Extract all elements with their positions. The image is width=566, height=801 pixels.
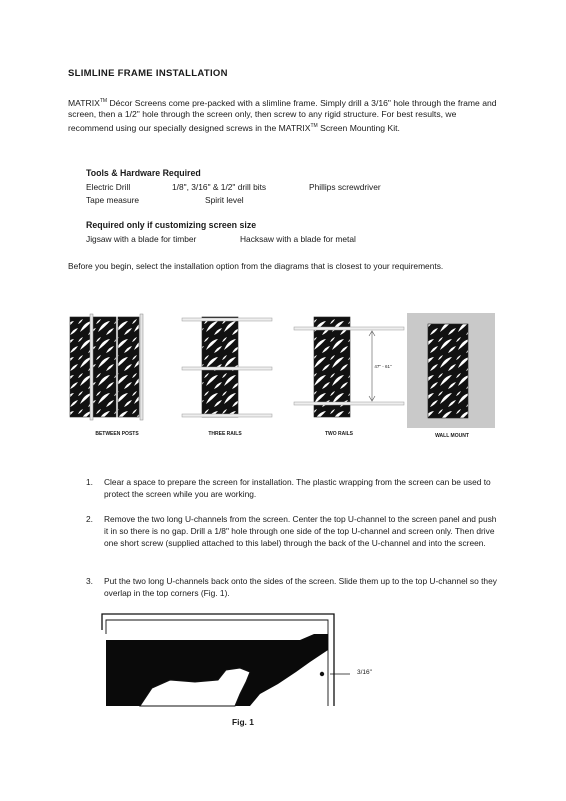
tool-item: Tape measure <box>86 195 140 205</box>
step-number: 1. <box>86 477 93 487</box>
caption-wall-mount: WALL MOUNT <box>435 433 469 439</box>
diagram-three-rails <box>182 317 272 417</box>
trademark: TM <box>99 98 108 104</box>
intro-body: Décor Screens come pre-packed with a slimline frame. Simply drill a 3/16" hole through the frame and screen, then a 1/2" hole through the screen only, then screw to any rigid structure. For best results, we recommend using our specially designed screws in the MATRIX <box>68 97 497 133</box>
tool-item: 1/8", 3/16" & 1/2" drill bits <box>172 182 267 192</box>
intro-paragraph <box>68 96 504 135</box>
custom-heading: Required only if customizing screen size <box>86 220 257 230</box>
caption-between-posts: BETWEEN POSTS <box>95 431 139 437</box>
caption-two-rails: TWO RAILS <box>324 431 354 437</box>
installation-diagrams <box>60 300 510 450</box>
step-text: Remove the two long U-channels from the screen. Center the top U-channel to the screen panel and push it in so there is no gap. Drill a 1/8" hole through one side of the top U-channel and screen only. Then drive one short screw (supplied attached to this label) through the back of the U-channel and into the screen. <box>104 514 497 548</box>
diagram-wall-mount <box>407 313 495 428</box>
tools-heading: Tools & Hardware Required <box>86 168 201 178</box>
figure-caption: Fig. 1 <box>232 717 254 727</box>
step-number: 3. <box>86 576 93 586</box>
page-title: SLIMLINE FRAME INSTALLATION <box>68 68 228 79</box>
intro-end: Screen Mounting Kit. <box>317 122 400 133</box>
step-text: Clear a space to prepare the screen for installation. The plastic wrapping from the screen can be used to protect the screen while you are working. <box>104 477 491 499</box>
figure-1 <box>100 610 400 720</box>
custom-item: Hacksaw with a blade for metal <box>240 234 356 244</box>
intro-brand: MATRIX <box>68 97 100 108</box>
caption-three-rails: THREE RAILS <box>208 431 242 437</box>
dimension-label: 47" - 61" <box>374 364 392 369</box>
step-text: Put the two long U-channels back onto the sides of the screen. Slide them up to the top U-channel so they overlap in the top corners (Fig. 1). <box>104 576 497 598</box>
trademark-2: TM <box>310 123 318 130</box>
custom-item: Jigsaw with a blade for timber <box>86 234 197 244</box>
tool-item: Spirit level <box>205 195 244 205</box>
tool-item: Phillips screwdriver <box>309 182 381 192</box>
tool-item: Electric Drill <box>86 182 131 192</box>
before-text: Before you begin, select the installation option from the diagrams that is closest to your requirements. <box>68 261 444 271</box>
diagram-between-posts <box>70 314 143 420</box>
step-number: 2. <box>86 514 93 524</box>
hole-size-label: 3/16" <box>357 669 372 676</box>
